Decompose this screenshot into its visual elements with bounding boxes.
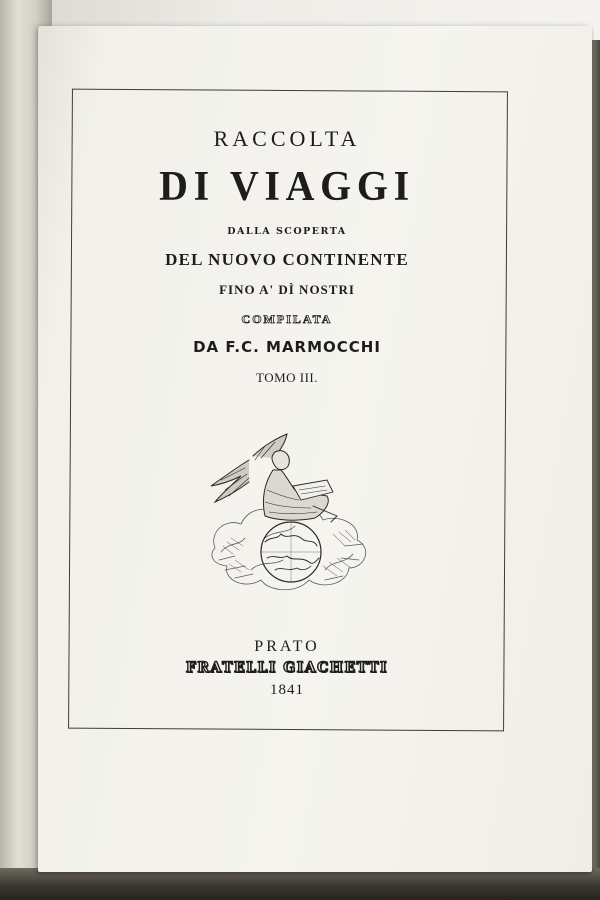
title-raccolta: RACCOLTA: [213, 126, 361, 151]
subtitle-fino-a-di-nostri: FINO A' DÌ NOSTRI: [219, 282, 355, 297]
subtitle-dalla-scoperta: DALLA SCOPERTA: [227, 226, 347, 237]
volume-number: TOMO III.: [255, 370, 319, 385]
book-bottom-edge: [0, 868, 600, 900]
imprint-year: 1841: [270, 682, 304, 698]
imprint-publisher: FRATELLI GIACHETTI: [185, 660, 389, 676]
imprint-place: PRATO: [254, 638, 320, 655]
compilata-label: COMPILATA: [241, 312, 333, 326]
author-line: DA F.C. MARMOCCHI: [193, 338, 381, 356]
winged-figure-on-globe-icon: [205, 420, 377, 595]
subtitle-nuovo-continente: DEL NUOVO CONTINENTE: [165, 250, 409, 269]
title-di-viaggi: DI VIAGGI: [159, 164, 415, 210]
